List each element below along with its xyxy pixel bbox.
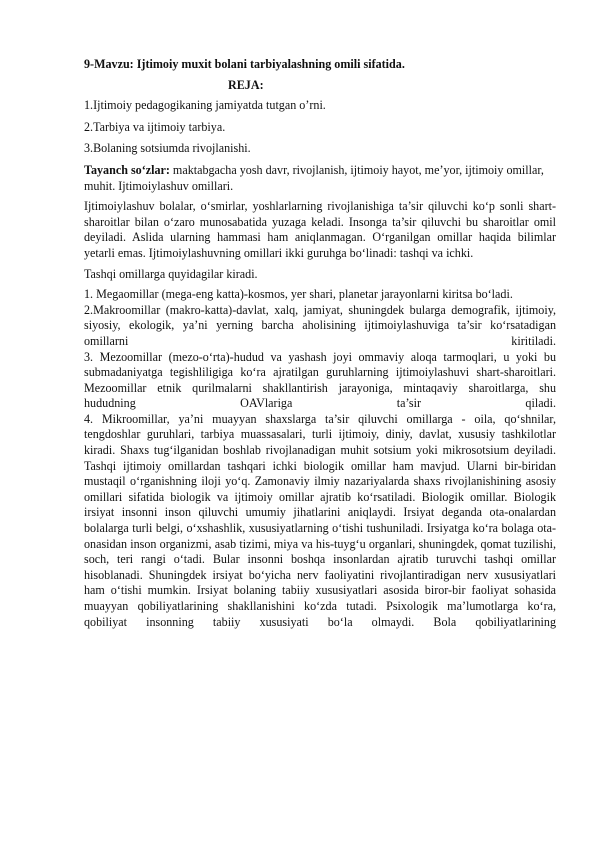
- keywords-text: maktabgacha yosh davr, rivojlanish, ijtimoiy hayot, me’yor, ijtimoiy omillar, muhit. Ijtimoiylashuv omillari.: [84, 162, 544, 193]
- document-body: [84, 57, 556, 630]
- plan-item: 1.Ijtimoiy pedagogikaning jamiyatda tutgan o’rni.: [84, 98, 326, 113]
- lead-paragraph: Tashqi omillarga quyidagilar kiradi.: [84, 266, 258, 281]
- factor-paragraph: 3. Mezoomillar (mezo-o‘rta)-hudud va yashash joyi ommaviy aloqa tarmoqlari, u yoki bu submadaniyatga tegishliligiga ko‘ra ajratilgan guruhlarning ijtimoiylashuvi shart-sharoitlari. Mezoomillar etnik qurilmalarni shakllantirish jarayoniga, mintaqaviy sharoitlarga, shu hududning OAVlariga ta’sir qiladi.: [84, 349, 556, 411]
- intro-paragraph: Ijtimoiylashuv bolalar, o‘smirlar, yoshlarlarning rivojlanishiga ta’sir qiluvchi ko‘p sonli shart-sharoitlar bilan o‘zaro munosabatida yuzaga keladi. Insonga ta’sir qiluvchi bu sharoitlar omil deyiladi. Aslida ularning hammasi ham aniqlanmagan. O‘rganilgan omillar haqida bilimlar yetarli emas. Ijtimoiylashuvning omillari ikki guruhga bo‘linadi: tashqi va ichki.: [84, 199, 556, 260]
- plan-item: 2.Tarbiya va ijtimoiy tarbiya.: [84, 119, 226, 134]
- factor-paragraph: 4. Mikroomillar, ya’ni muayyan shaxslarga ta’sir qiluvchi omillarga - oila, qo‘shnilar, tengdoshlar guruhlari, tarbiya muassasalari, turli ijtimoiy, diniy, davlat, xususiy tashkilotlar kiradi. Shaxs tug‘ilganidan boshlab rivojlanadigan muhit sotsium yoki mikrosotsium deyiladi. Tashqi ijtimoiy omillardan tashqari ichki biologik omillar ham mavjud. Ularni bir-biridan mustaqil o‘rganishning iloji yo‘q. Zamonaviy ilmiy nazariyalarda shaxs rivojlanishining asosiy omillari sifatida biologik va ijtimoiy omillar ajratib ko‘rsatiladi. Biologik omillar. Biologik irsiyat insonni inson qiluvchi umumiy jihatlarini aniqlaydi. Irsiyat deganda ota-onalardan bolalarga turli belgi, o‘xshashlik, xususiyatlarning o‘tishi tushuniladi. Irsiyatga ko‘ra bolaga ota-onasidan inson organizmi, asab tizimi, miya va his-tuyg‘u organlari, shuningdek, qomat tuzilishi, soch, teri rangi o‘tadi. Bular insonni boshqa insonlardan ajratib turuvchi tashqi omillar hisoblanadi. Shuningdek irsiyat bo‘yicha nerv faoliyatini rivojlantiradigan nerv xususiyatlari ham o‘tishi mumkin. Irsiyat bolaning tabiiy xususiyatlari asosida biror-bir faoliyat sohasida muayyan qobiliyatlarining shakllanishini ko‘zda tutadi. Psixologik ma’lumotlarga ko‘ra, qobiliyat insonning tabiiy xususiyati bo‘la olmaydi. Bola qobiliyatlarining: [84, 411, 556, 629]
- factor-paragraph: 2.Makroomillar (makro-katta)-davlat, xalq, jamiyat, shuningdek bularga demografik, ijtimoiy, siyosiy, ekologik, ya’ni yerning barcha aholisining ijtimoiylashuviga ta’sir ko‘rsatadigan omillarni kiritiladi.: [84, 302, 556, 348]
- keywords-paragraph: [84, 163, 556, 194]
- keywords-label: Tayanch so‘zlar:: [84, 162, 170, 177]
- page-title: 9-Mavzu: Ijtimoiy muxit bolani tarbiyalashning omili sifatida.: [84, 57, 405, 71]
- plan-item: 3.Bolaning sotsiumda rivojlanishi.: [84, 141, 251, 156]
- factor-paragraph: 1. Megaomillar (mega-eng katta)-kosmos, yer shari, planetar jarayonlarni kiritsa bo‘ladi.: [84, 287, 513, 302]
- plan-heading: REJA:: [228, 77, 264, 92]
